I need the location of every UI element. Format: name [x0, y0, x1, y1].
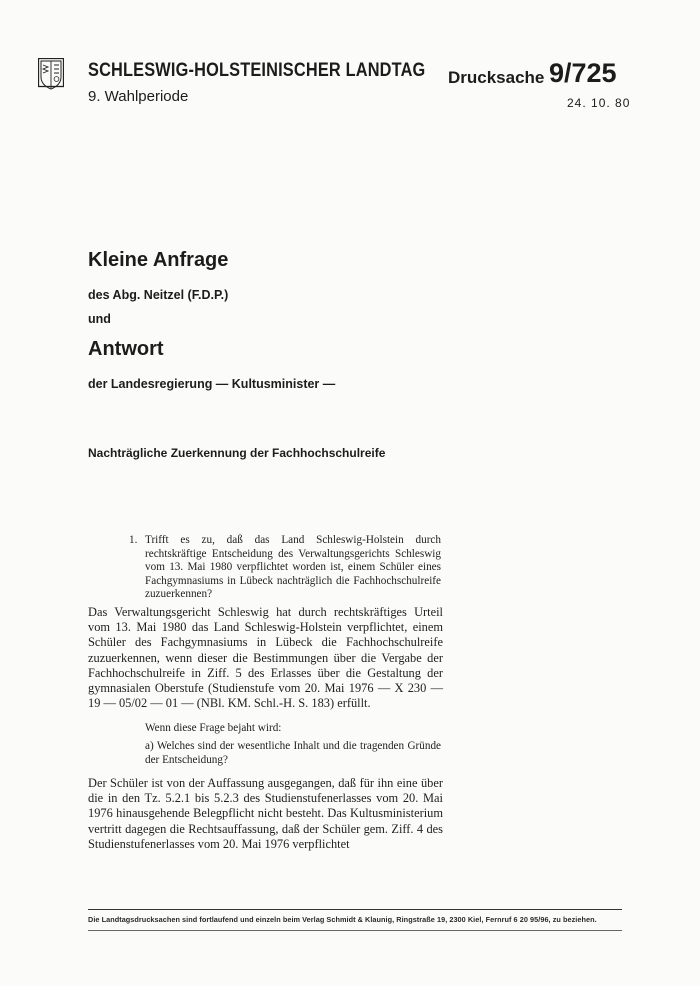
- footer-rule-bottom: [88, 930, 622, 931]
- question2a-text: a) Welches sind der wesentliche Inhalt und die tragenden Gründe der Entscheidung?: [145, 740, 441, 766]
- coat-of-arms-icon: [38, 58, 64, 92]
- topic-line: Nachträgliche Zuerkennung der Fachhochschulreife: [88, 446, 386, 460]
- questioner-line: des Abg. Neitzel (F.D.P.): [88, 288, 229, 302]
- kleine-anfrage-heading: Kleine Anfrage: [88, 249, 229, 271]
- document-date: 24. 10. 80: [567, 96, 631, 110]
- respondent-line: der Landesregierung — Kultusminister —: [88, 377, 336, 391]
- institution-name: SCHLESWIG-HOLSTEINISCHER LANDTAG: [88, 60, 426, 81]
- question1-number: 1.: [129, 534, 138, 546]
- question1-text: Trifft es zu, daß das Land Schleswig-Holstein durch rechtskräftige Entscheidung des Verwaltungsgerichts Schleswig vom 13. Mai 1980 verpflichtet worden ist, einem Schüler eines Fachgymnasiums in Lübeck nachträglich die Fachhochschulreife zuzuerkennen?: [145, 534, 441, 600]
- antwort-heading: Antwort: [88, 338, 164, 360]
- election-period: 9. Wahlperiode: [88, 88, 189, 105]
- question2-intro: Wenn diese Frage bejaht wird:: [145, 722, 282, 734]
- drucksache-label: Drucksache: [448, 68, 545, 87]
- answer2-text: Der Schüler ist von der Auffassung ausgegangen, daß für ihn eine über die in den Tz. 5.2.1 bis 5.2.3 des Studienstufenerlasses vom 20. Mai 1976 hinausgehende Belegpflicht nicht besteht. Das Kultusministerium vertritt dagegen die Rechtsauffassung, daß der Schüler gem. Ziff. 4 des Studienstufenerlasses vom 20. Mai 1976 verpflichtet: [88, 776, 443, 851]
- answer1-text: Das Verwaltungsgericht Schleswig hat durch rechtskräftiges Urteil vom 13. Mai 1980 das Land Schleswig-Holstein verpflichtet, einem Schüler des Fachgymnasiums in Lübeck die Fachhochschulreife zuzuerkennen, wenn dieser die Bestimmungen über die Vergabe der Fachhochschulreife in Ziff. 5 des Erlasses über die Gestaltung der gymnasialen Oberstufe (Studienstufe vom 20. Mai 1976 — X 230 — 19 — 05/02 — 01 — (NBl. KM. Schl.-H. S. 183) erfüllt.: [88, 605, 443, 711]
- footer-rule-top: [88, 909, 622, 910]
- drucksache-number: 9/725: [549, 58, 617, 88]
- footer-note: Die Landtagsdrucksachen sind fortlaufend und einzeln beim Verlag Schmidt & Klaunig, Ringstraße 19, 2300 Kiel, Fernruf 6 20 95/96, zu beziehen.: [88, 915, 597, 924]
- und-line: und: [88, 312, 111, 326]
